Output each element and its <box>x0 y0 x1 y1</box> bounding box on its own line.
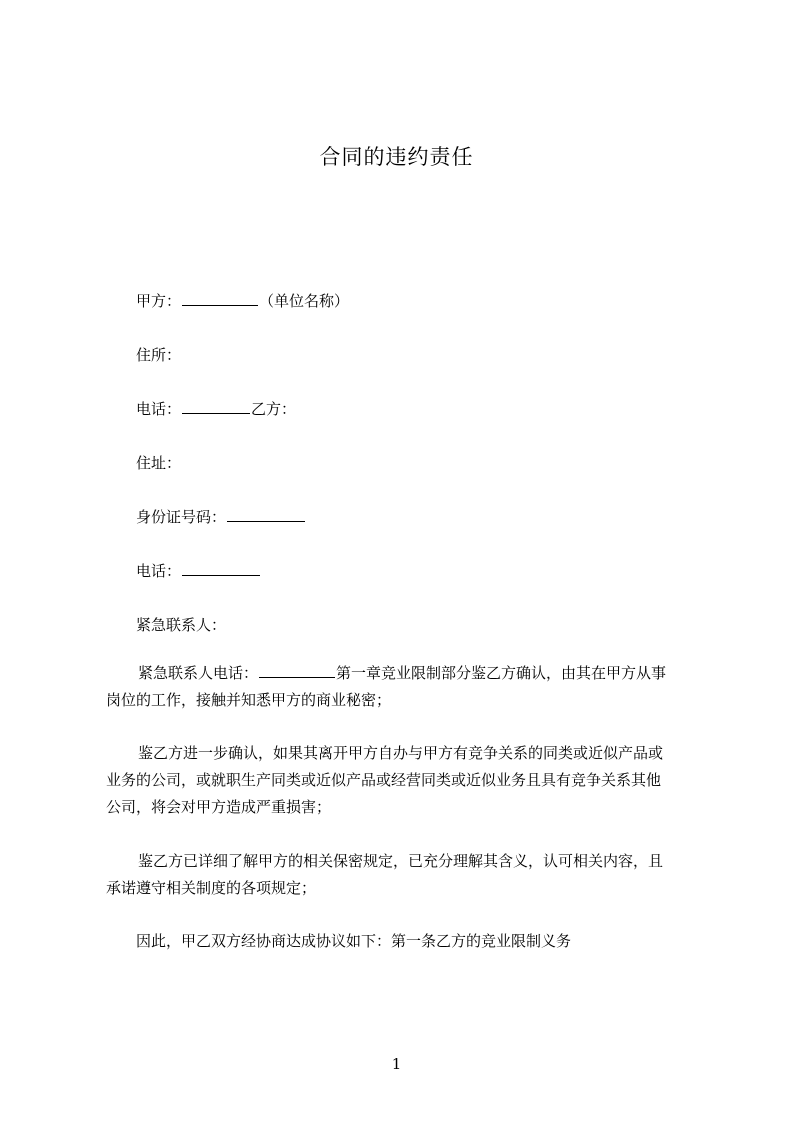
paragraph-2-line-2: 业务的公司，或就职生产同类或近似产品或经营同类或近似业务且具有竞争关系其他 <box>106 771 662 789</box>
paragraph-3-line-2: 承诺遵守相关制度的各项规定； <box>106 879 317 897</box>
paragraph-1-text: 第一章竞业限制部分鉴乙方确认，由其在甲方从事 <box>336 664 667 682</box>
id-blank <box>227 507 305 522</box>
party-a-label: 甲方： <box>136 292 182 310</box>
party-a-suffix: （单位名称） <box>259 292 350 310</box>
paragraph-2-line-3: 公司，将会对甲方造成严重损害； <box>106 798 332 816</box>
paragraph-2 <box>106 740 700 821</box>
id-label: 身份证号码： <box>136 508 227 526</box>
paragraph-1-line-1 <box>106 660 700 687</box>
paragraph-4 <box>106 928 700 955</box>
phone-label: 电话： <box>136 400 182 418</box>
party-a-line <box>136 291 349 311</box>
phone2-line <box>136 561 261 581</box>
party-a-blank <box>182 291 258 306</box>
id-line <box>136 507 306 527</box>
emergency-contact-line <box>136 615 226 635</box>
paragraph-1-line-2: 岗位的工作，接触并知悉甲方的商业秘密； <box>106 691 392 709</box>
emergency-phone-blank <box>259 663 335 678</box>
paragraph-4-line-1: 因此，甲乙双方经协商达成协议如下：第一条乙方的竞业限制义务 <box>136 932 572 950</box>
phone-blank <box>182 399 250 414</box>
page-number: 1 <box>391 1055 402 1073</box>
phone2-blank <box>182 561 260 576</box>
address-label: 住址： <box>136 454 182 472</box>
phone-line <box>136 399 296 419</box>
paragraph-3-line-1: 鉴乙方已详细了解甲方的相关保密规定，已充分理解其含义，认可相关内容，且 <box>138 852 664 870</box>
residence-label: 住所： <box>136 346 182 364</box>
paragraph-1 <box>106 660 700 714</box>
document-title: 合同的违约责任 <box>319 145 474 169</box>
residence-line <box>136 345 181 365</box>
address-line <box>136 453 181 473</box>
phone2-label: 电话： <box>136 562 182 580</box>
party-b-label: 乙方： <box>251 400 297 418</box>
paragraph-3 <box>106 848 700 902</box>
emergency-contact-label: 紧急联系人： <box>136 616 227 634</box>
emergency-phone-label: 紧急联系人电话： <box>138 664 259 682</box>
paragraph-2-line-1: 鉴乙方进一步确认，如果其离开甲方自办与甲方有竞争关系的同类或近似产品或 <box>138 744 664 762</box>
